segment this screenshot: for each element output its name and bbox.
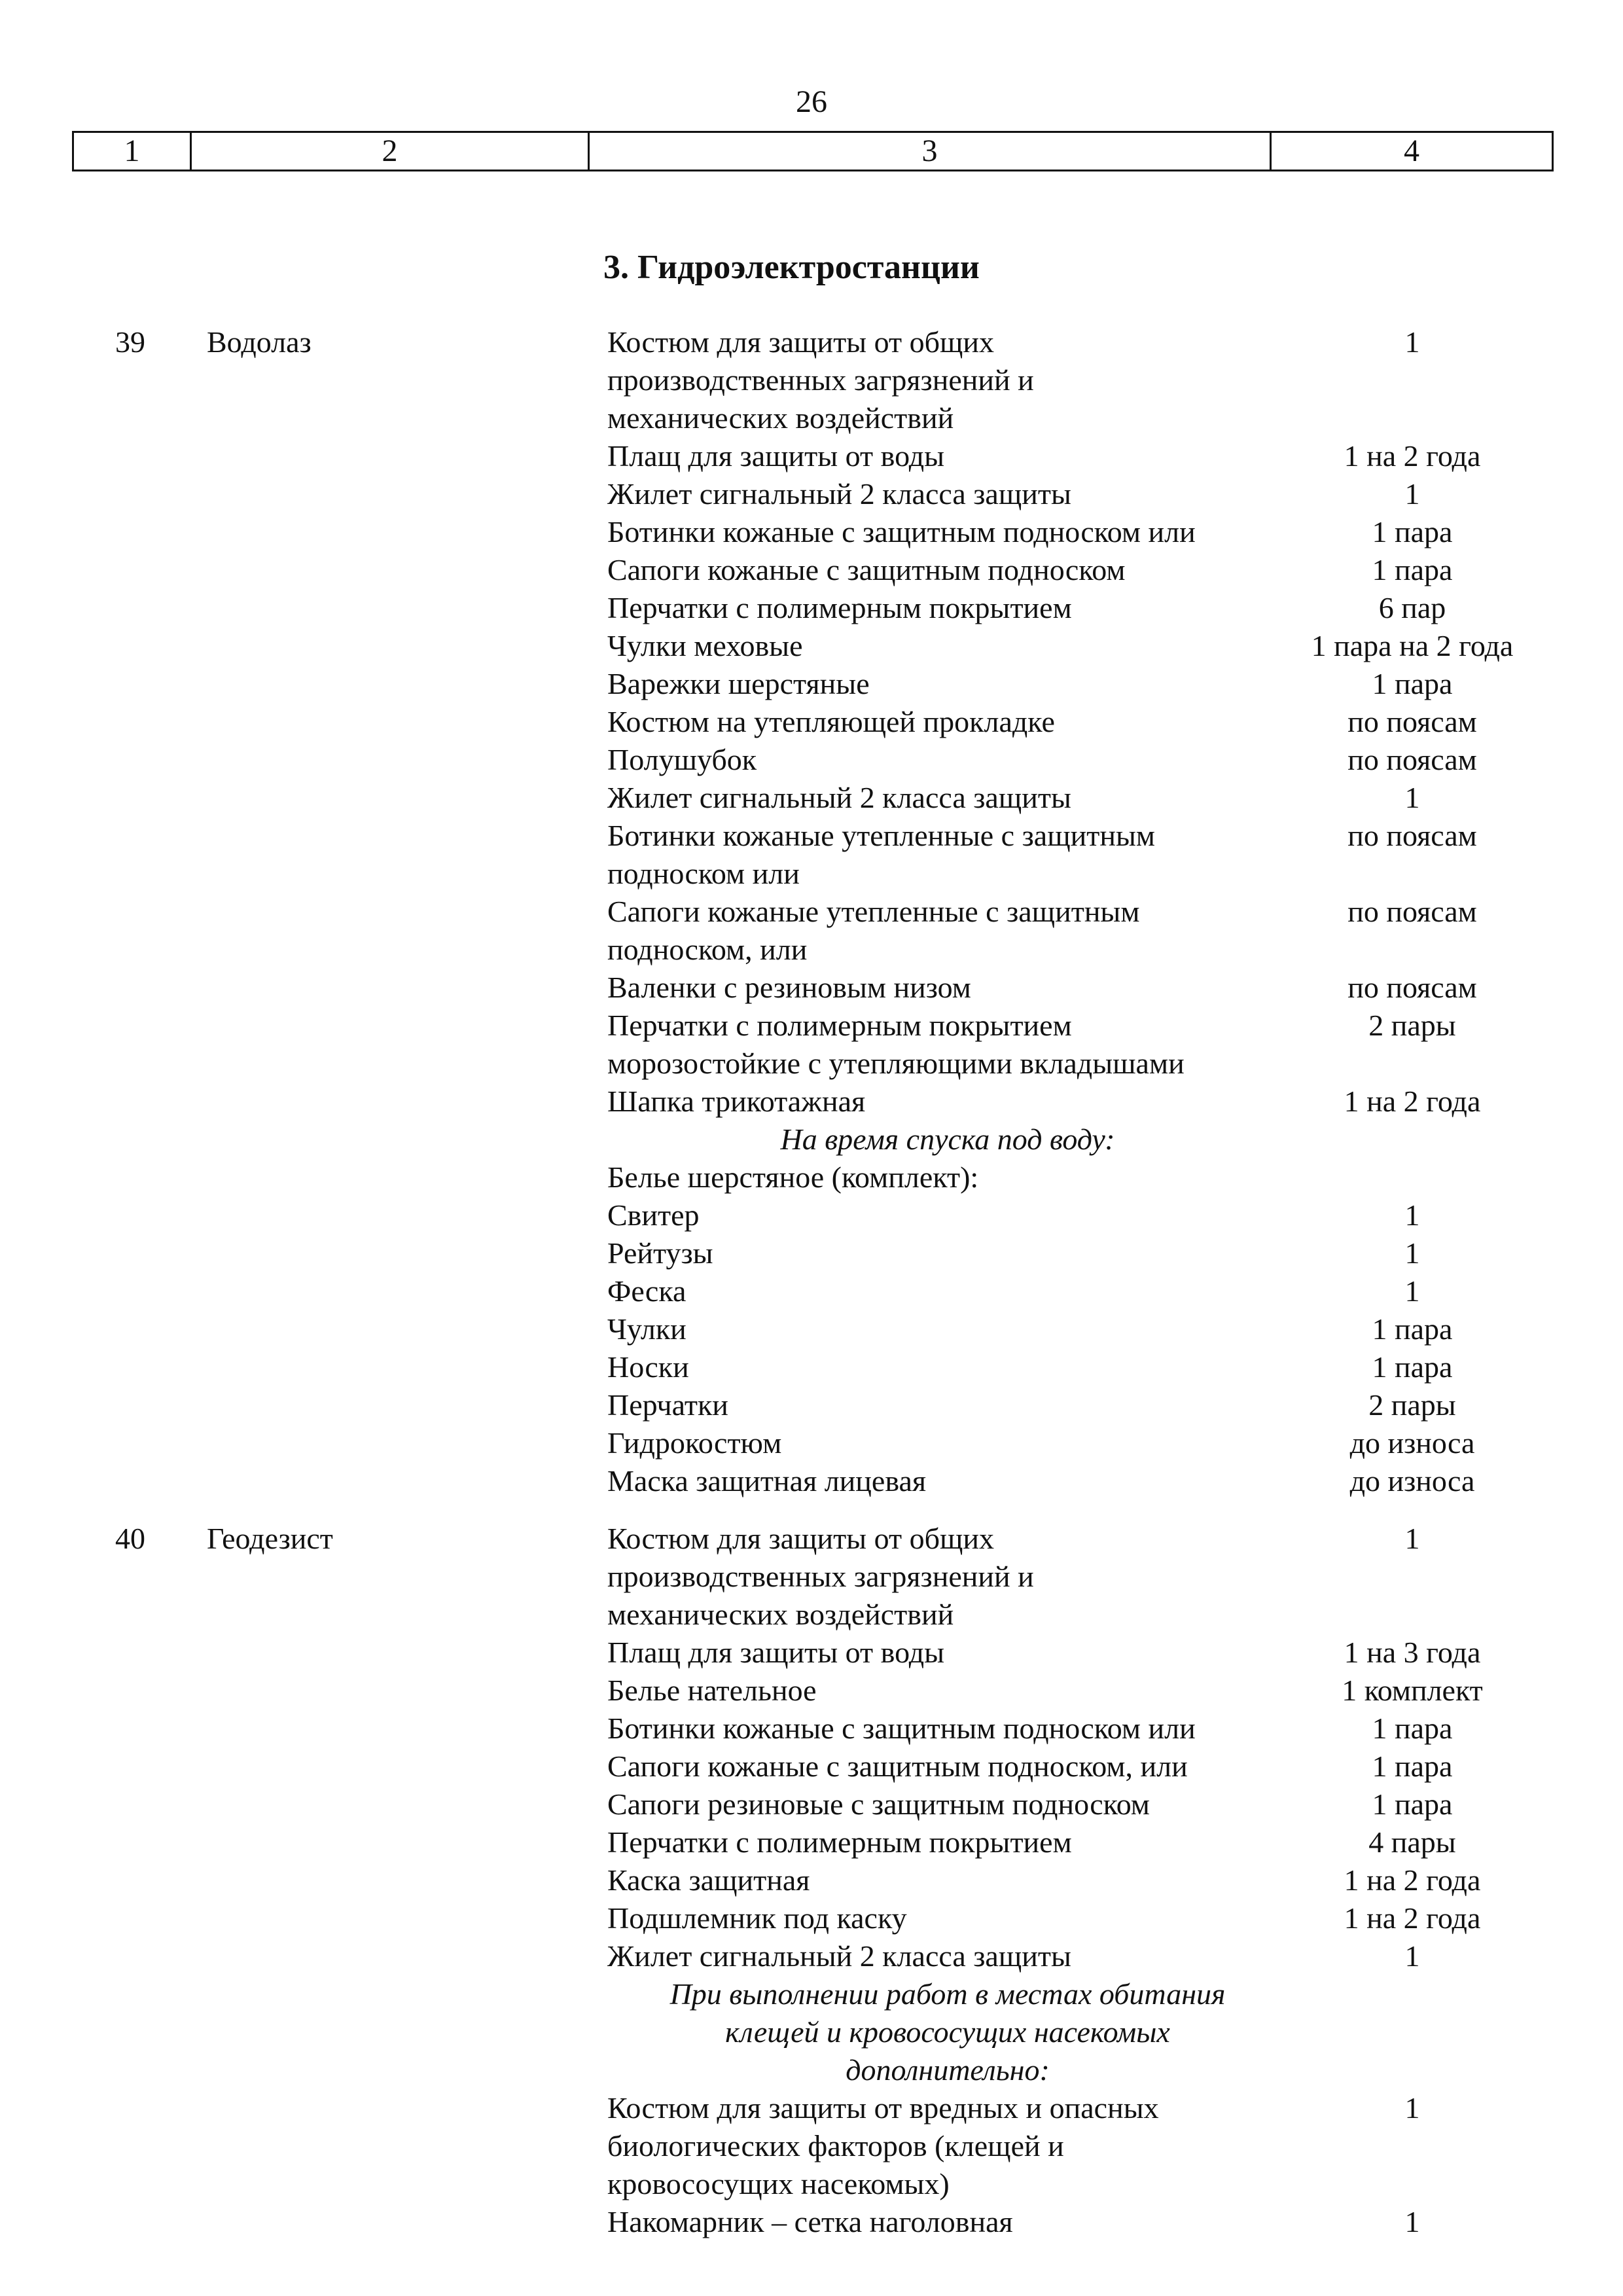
section-title: 3. Гидроэлектростанции [603,249,980,286]
ppe-item-name: Ботинки кожаные с защитным подноском или [607,1712,1196,1745]
ppe-item-name: Перчатки с полимерным покрытием [607,591,1072,624]
ppe-item-norm: до износа [1349,1426,1475,1460]
ppe-item-name: Костюм для защиты от общих производственных загрязнений и механических воздействий [607,325,1034,435]
ppe-item-norm: 1 пара [1372,1350,1453,1384]
ppe-item-name: Маска защитная лицевая [607,1464,927,1498]
ppe-item-name: Феска [607,1274,687,1308]
ppe-item-row [607,627,1537,665]
entry-number: 39 [115,325,145,359]
column-header-3: 3 [590,133,1272,170]
ppe-item-norm: 1 пара [1372,553,1453,586]
ppe-item-norm: 1 [1404,1198,1420,1232]
ppe-item-row [607,1272,1537,1310]
ppe-item-list [607,1520,1537,2241]
page-number: 26 [796,84,827,119]
ppe-item-name: Плащ для защиты от воды [607,1636,945,1669]
ppe-item-row [607,1672,1537,1710]
ppe-item-name: Перчатки [607,1388,728,1422]
ppe-item-row [607,817,1537,893]
ppe-item-name: Носки [607,1350,689,1384]
ppe-item-name: Чулки [607,1312,687,1346]
ppe-item-norm: 1 пара [1372,1749,1453,1783]
ppe-item-row [607,969,1537,1007]
ppe-item-name: Варежки шерстяные [607,667,870,700]
ppe-item-norm: по поясам [1347,743,1477,776]
entry-profession: Водолаз [207,325,312,359]
ppe-item-name: Сапоги кожаные с защитным подноском, или [607,1749,1188,1783]
ppe-item-name: Жилет сигнальный 2 класса защиты [607,1939,1071,1973]
ppe-item-row [607,551,1537,589]
ppe-item-row [607,1634,1537,1672]
column-header-4: 4 [1404,134,1419,168]
ppe-item-row [607,1748,1537,1785]
ppe-item-norm: 1 пара [1372,667,1453,700]
ppe-item-row [607,589,1537,627]
ppe-item-norm: 1 [1404,1274,1420,1308]
ppe-item-norm: по поясам [1347,895,1477,928]
ppe-item-name: Свитер [607,1198,700,1232]
ppe-item-norm: 1 на 2 года [1344,1863,1481,1897]
ppe-item-norm: 1 пара [1372,515,1453,548]
ppe-item-row [607,1158,1537,1196]
ppe-item-row [607,1234,1537,1272]
ppe-item-list [607,323,1537,1500]
ppe-item-norm: 1 пара [1372,1712,1453,1745]
ppe-item-row [607,2089,1537,2203]
ppe-item-norm: по поясам [1347,971,1477,1004]
ppe-item-name: Перчатки с полимерным покрытием [607,1825,1072,1859]
ppe-item-row [607,1710,1537,1748]
ppe-item-norm: 1 [1404,2205,1420,2238]
ppe-item-name: Белье нательное [607,1674,817,1707]
ppe-item-norm: 2 пары [1368,1009,1456,1042]
ppe-item-norm: 1 [1404,781,1420,814]
ppe-item-row [607,1424,1537,1462]
ppe-item-name: Гидрокостюм [607,1426,782,1460]
ppe-item-norm: 6 пар [1378,591,1446,624]
ppe-item-name: Рейтузы [607,1236,713,1270]
ppe-item-norm: 1 [1404,1236,1420,1270]
ppe-item-norm: 1 на 2 года [1344,439,1481,473]
ppe-item-row [607,1899,1537,1937]
ppe-item-norm: 1 на 2 года [1344,1901,1481,1935]
ppe-item-name: Сапоги кожаные утепленные с защитным подноском, или [607,895,1140,966]
ppe-item-name: Белье шерстяное (комплект): [607,1160,979,1194]
ppe-item-norm: 1 [1404,1522,1420,1555]
ppe-item-row [607,323,1537,437]
ppe-item-row [607,1007,1537,1083]
ppe-item-row [607,893,1537,969]
ppe-item-row [607,779,1537,817]
ppe-item-norm: 1 на 3 года [1344,1636,1481,1669]
ppe-item-name: Сапоги резиновые с защитным подноском [607,1787,1150,1821]
ppe-item-norm: 1 пара [1372,1787,1453,1821]
ppe-item-row [607,1462,1537,1500]
ppe-item-name: Ботинки кожаные с защитным подноском или [607,515,1196,548]
column-header-1: 1 [74,133,192,170]
entry-profession: Геодезист [207,1522,333,1555]
section-note: При выполнении работ в местах обитания клещей и кровососущих насекомых дополнительно: [669,1977,1226,2087]
ppe-item-row [607,665,1537,703]
ppe-item-row [607,2203,1537,2241]
ppe-item-norm: 1 [1404,1939,1420,1973]
ppe-item-row [607,1861,1537,1899]
ppe-item-row [607,741,1537,779]
ppe-item-norm: 1 [1404,325,1420,359]
ppe-item-name: Перчатки с полимерным покрытием морозостойкие с утепляющими вкладышами [607,1009,1185,1080]
ppe-item-row [607,1785,1537,1823]
ppe-item-norm: 1 пара на 2 года [1311,629,1514,662]
section-note: На время спуска под воду: [780,1122,1115,1156]
ppe-item-row [607,513,1537,551]
ppe-item-row [607,475,1537,513]
ppe-item-row [607,1823,1537,1861]
ppe-item-norm: по поясам [1347,819,1477,852]
ppe-item-name: Валенки с резиновым низом [607,971,971,1004]
ppe-item-name: Шапка трикотажная [607,1085,866,1118]
ppe-item-name: Подшлемник под каску [607,1901,907,1935]
ppe-item-name: Костюм для защиты от общих производственных загрязнений и механических воздействий [607,1522,1034,1631]
ppe-item-row [607,1348,1537,1386]
ppe-item-name: Чулки меховые [607,629,803,662]
ppe-item-name: Жилет сигнальный 2 класса защиты [607,477,1071,511]
ppe-item-row [607,1083,1537,1121]
ppe-item-row [607,1520,1537,1634]
ppe-item-norm: 4 пары [1368,1825,1456,1859]
ppe-item-name: Плащ для защиты от воды [607,439,945,473]
ppe-item-name: Ботинки кожаные утепленные с защитным подноском или [607,819,1155,890]
entry-number: 40 [115,1522,145,1555]
ppe-item-norm: 1 [1404,477,1420,511]
ppe-item-row [607,703,1537,741]
ppe-item-norm: 1 комплект [1342,1674,1483,1707]
column-header-2: 2 [192,133,590,170]
ppe-item-norm: 1 [1404,2091,1420,2125]
column-header-table [72,131,1554,171]
ppe-item-norm: по поясам [1347,705,1477,738]
ppe-item-name: Каска защитная [607,1863,810,1897]
ppe-item-row [607,437,1537,475]
ppe-item-row [607,1196,1537,1234]
ppe-item-norm: до износа [1349,1464,1475,1498]
ppe-item-norm: 1 на 2 года [1344,1085,1481,1118]
ppe-item-norm: 1 пара [1372,1312,1453,1346]
ppe-item-row [607,1386,1537,1424]
ppe-item-name: Костюм для защиты от вредных и опасных биологических факторов (клещей и кровососущих насекомых) [607,2091,1159,2200]
ppe-item-row [607,1310,1537,1348]
ppe-item-name: Жилет сигнальный 2 класса защиты [607,781,1071,814]
ppe-item-name: Сапоги кожаные с защитным подноском [607,553,1126,586]
ppe-item-name: Костюм на утепляющей прокладке [607,705,1055,738]
ppe-item-norm: 2 пары [1368,1388,1456,1422]
ppe-item-name: Полушубок [607,743,757,776]
ppe-item-row [607,1937,1537,1975]
ppe-item-name: Накомарник – сетка наголовная [607,2205,1013,2238]
